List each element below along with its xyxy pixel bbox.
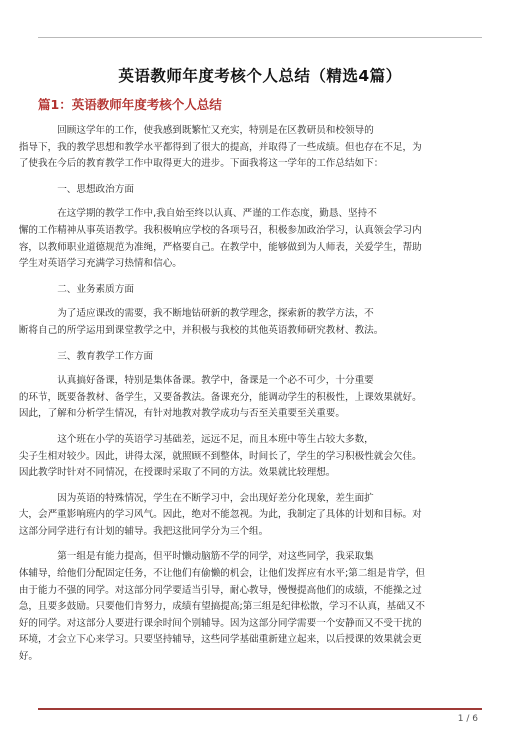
paragraph-line: 容，以教师职业道德规范为准绳，严格要自己。在教学中，能够做到为人师表，关爱学生，帮助	[18, 241, 422, 253]
paragraph-line: 懈的工作精神从事英语教学。我积极响应学校的各项号召，积极参加政治学习，认真领会学习内	[18, 224, 422, 236]
paragraph-line: 好。	[18, 651, 38, 663]
paragraph-line: 认真搞好备课，特别是集体备课。教学中，备课是一个必不可少，十分重要	[57, 375, 374, 387]
paragraph-line: 这部分同学进行有计划的辅导。我把这批同学分为三个组。	[18, 525, 269, 537]
section-heading: 二、业务素质方面	[57, 283, 134, 295]
paragraph-line: 尖子生相对较少。因此，讲得太深，就照顾不到整体，时间长了，学生的学习积极性就会欠佳。	[18, 450, 422, 462]
paragraph-line: 回顾这学年的工作，使我感到既繁忙又充实，特别是在区教研员和校领导的	[57, 125, 374, 136]
paragraph-line: 因此教学时针对不同情况，在授课时采取了不同的方法。效果就比较理想。	[18, 467, 336, 479]
paragraph	[18, 306, 484, 339]
section-heading: 一、思想政治方面	[57, 183, 134, 195]
paragraph	[18, 373, 484, 423]
paragraph-line: 急，且要多鼓励。只要他们肯努力，成绩有望搞提高;第三组是纪律松散，学习不认真，基础又不	[18, 601, 425, 613]
paragraph-line: 环境，才会立下心来学习。只要坚持辅导，这些同学基础重新建立起来，以后授课的效果就会更	[18, 634, 422, 646]
document-title: 英语教师年度考核个人总结（精选4篇）	[118, 67, 402, 85]
paragraph-line: 断将自己的所学运用到课堂教学之中，并积极与我校的其他英语教师研究教材、教法。	[18, 324, 384, 336]
paragraph-line: 大，会严重影响班内的学习风气。因此，绝对不能忽视。为此，我制定了具体的计划和目标。对	[18, 509, 422, 521]
paragraph-line: 为了适应课改的需要，我不断地钻研新的教学理念，探索新的教学方法，不	[57, 308, 374, 320]
paragraph-line: 由于能力不强的同学。对这部分同学要适当引导，耐心教导，慢慢提高他们的成绩，不能操之过	[18, 584, 422, 596]
paragraph-line: 指导下，我的教学思想和教学水平都得到了很大的提高，并取得了一些成绩。但也存在不足，为	[18, 141, 422, 153]
paragraph-line: 体辅导，给他们分配固定任务，不让他们有偷懒的机会，让他们发挥应有水平;第二组是肯学，但	[18, 568, 425, 580]
paragraph	[18, 549, 484, 665]
paragraph-line: 因为英语的特殊情况，学生在不断学习中，会出现好差分化现象，差生面扩	[57, 492, 374, 504]
paragraph-line: 好的同学。对这部分人要进行课余时间个别辅导。因为这部分同学需要一个安静而又不受干扰的	[18, 617, 422, 629]
paragraph-line: 学生对英语学习充满学习热情和信心。	[18, 258, 182, 270]
page-number: 1 / 6	[457, 714, 478, 724]
section-heading: 三、教育教学工作方面	[57, 350, 154, 362]
paragraph-line: 因此，了解和分析学生情况，有针对地教对教学成功与否至关重要至关重要。	[18, 408, 345, 420]
paragraph-line: 在这学期的教学工作中,我自始至终以认真、严谨的工作态度，勤恳、坚持不	[57, 208, 377, 220]
paragraph	[18, 491, 484, 541]
paragraph	[18, 432, 484, 482]
paragraph-line: 的环节，既要备教材、备学生，又要备教法。备课充分，能调动学生的积极性，上课效果就好。	[18, 391, 422, 403]
header-rule	[38, 37, 482, 38]
paragraph	[18, 123, 484, 173]
paragraph-line: 第一组是有能力提高，但平时懒动脑筋不学的同学，对这些同学，我采取集	[57, 551, 374, 563]
paragraph-line: 这个班在小学的英语学习基础差，远远不足，而且本班中等生占较大多数，	[57, 433, 374, 445]
footer-rule	[38, 708, 482, 710]
paragraph-line: 了使我在今后的教育教学工作中取得更大的进步。下面我将这一学年的工作总结如下：	[18, 158, 384, 170]
document-body	[18, 123, 484, 675]
paragraph	[18, 206, 484, 272]
section-title: 篇1：英语教师年度考核个人总结	[38, 97, 222, 112]
